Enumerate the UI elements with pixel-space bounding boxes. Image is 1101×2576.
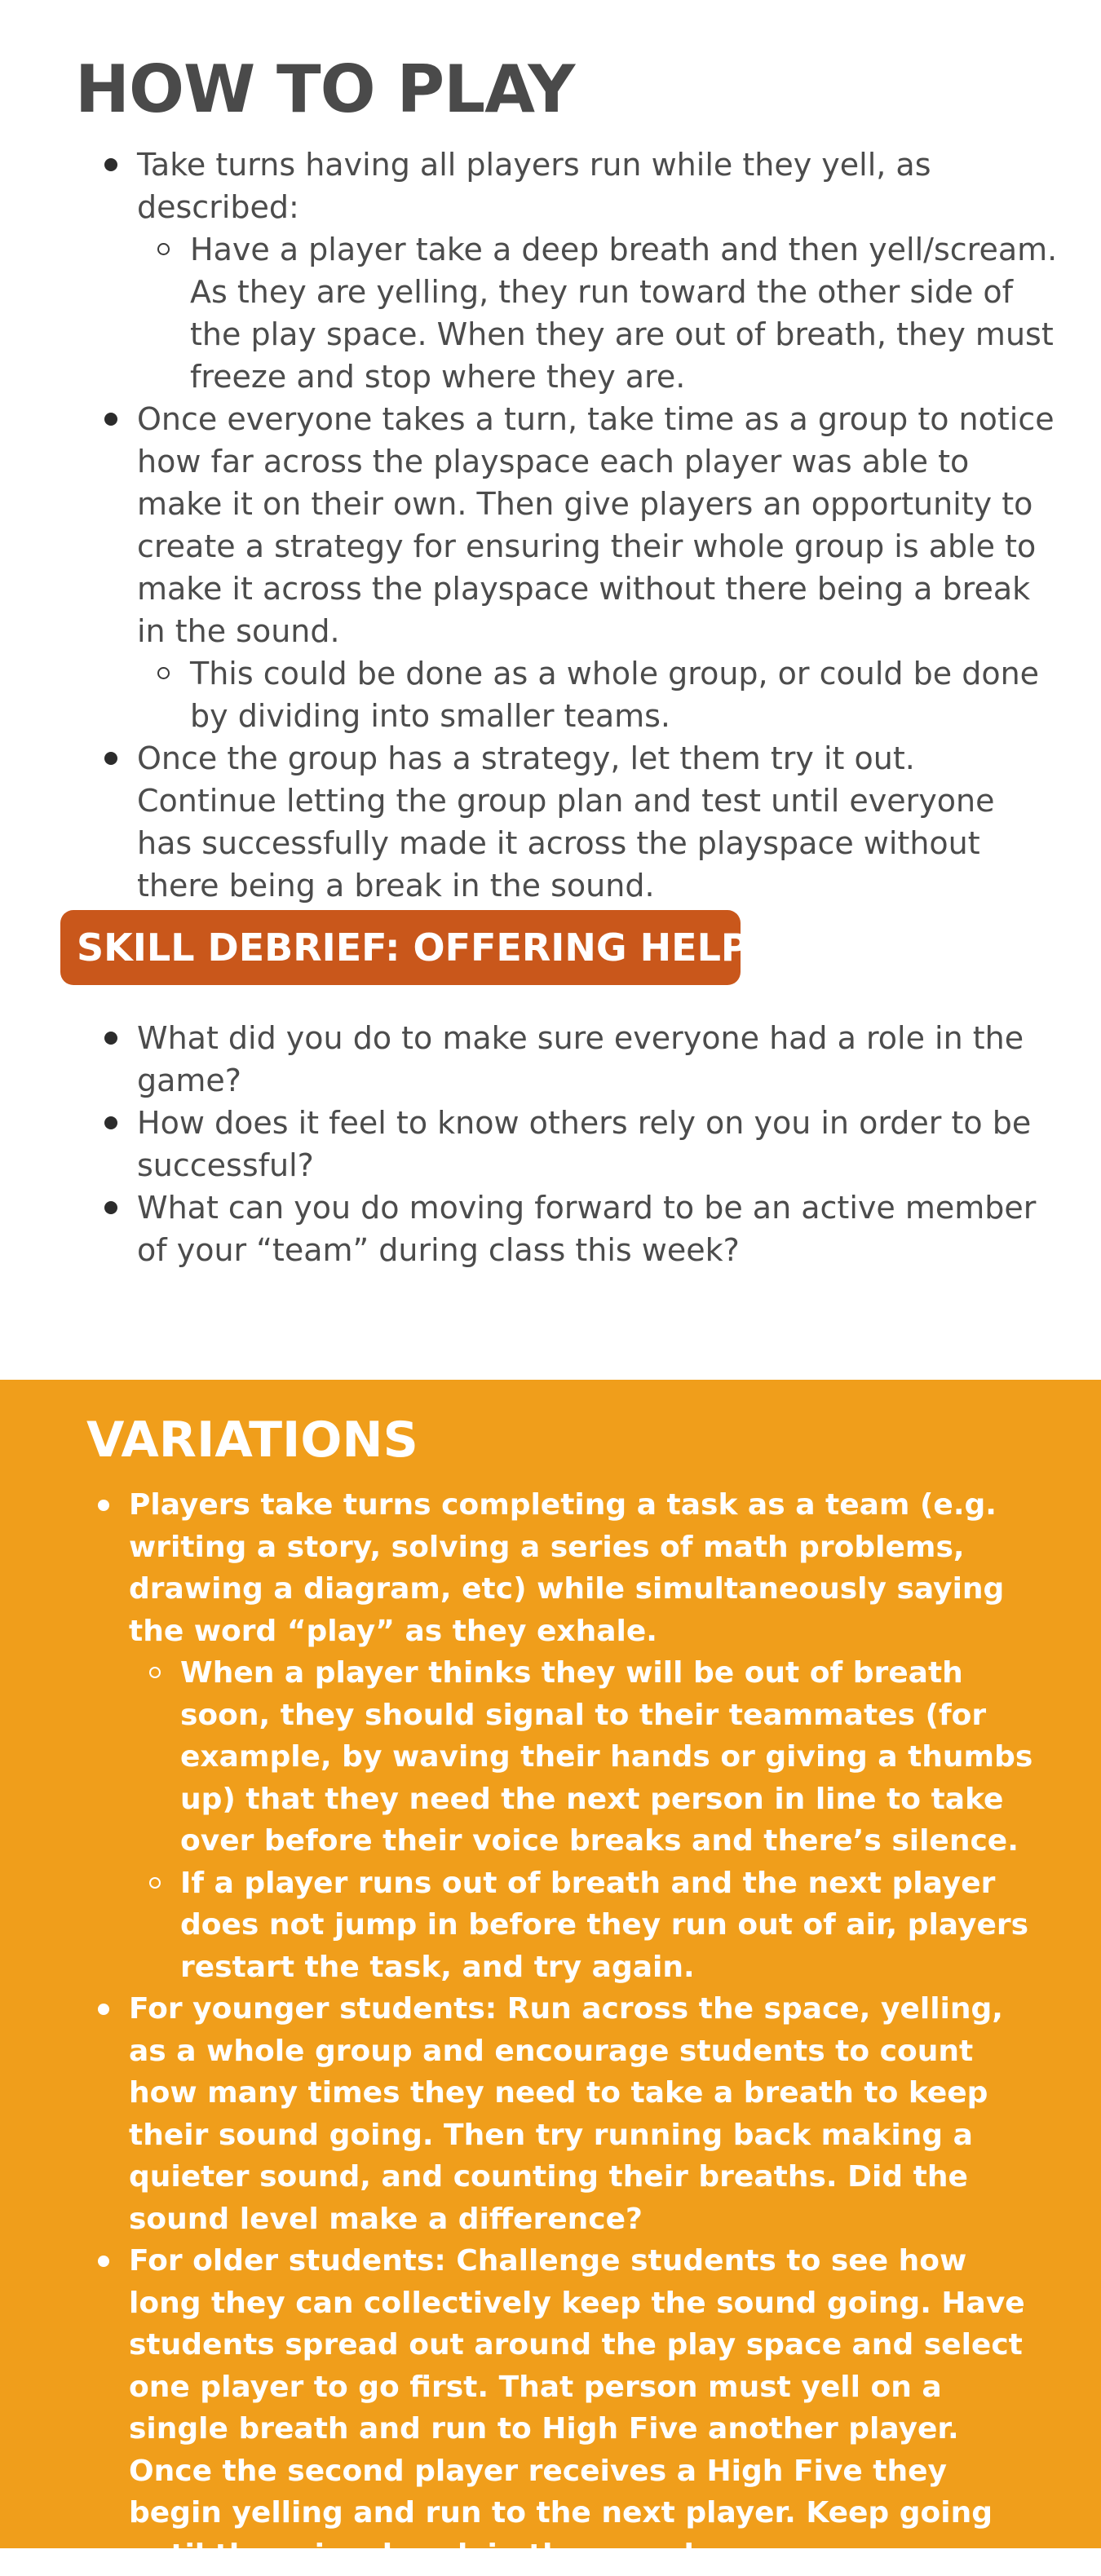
sub-list-item: If a player runs out of breath and the next player does not jump in before they run out of air, players restart the task, and try again. (180, 1862, 1034, 1989)
list-item-text: Players take turns completing a task as a team (e.g. writing a story, solving a series of math problems, drawing a diagram, etc) while simultaneously saying the word “play” as they exhale. (129, 1488, 1005, 1648)
sub-list (180, 1652, 1034, 1988)
list-item-text: Once everyone takes a turn, take time as a group to notice how far across the playspace each player was able to make it on their own. Then give players an opportunity to create a strategy for ensuring their whole group is able to make it across the playspace without there being a break in the sound. (137, 401, 1055, 649)
list-item: What did you do to make sure everyone had a role in the game? (137, 1017, 1059, 1102)
list-item (129, 1484, 1034, 1988)
list-item-text: For younger students: Run across the space, yelling, as a whole group and encourage students to count how many times they need to take a breath to keep their sound going. Then try running back making a quieter sound, and counting their breaths. Did the sound level make a difference? (129, 1992, 1003, 2236)
list-item (137, 398, 1059, 737)
variations-list (129, 1484, 1034, 2576)
list-item-text: Once the group has a strategy, let them try it out. Continue letting the group plan and test until everyone has successfully made it across the playspace without there being a break in the sound. (137, 740, 995, 904)
skill-debrief-list (137, 1017, 1059, 1271)
sub-list (190, 228, 1059, 398)
list-item: What can you do moving forward to be an active member of your “team” during class this week? (137, 1186, 1059, 1271)
sub-list-item: When a player thinks they will be out of breath soon, they should signal to their teammates (for example, by waving their hands or giving a thumbs up) that they need the next person in line to take over before their voice breaks and there’s silence. (180, 1652, 1034, 1862)
list-item: How does it feel to know others rely on you in order to be successful? (137, 1102, 1059, 1186)
list-item (137, 144, 1059, 398)
variations-section (0, 1380, 1101, 2572)
list-item (129, 2240, 1034, 2576)
sub-list-item: Have a player take a deep breath and then yell/scream. As they are yelling, they run toward the other side of the play space. When they are out of breath, they must freeze and stop where they are. (190, 228, 1059, 398)
how-to-play-heading: HOW TO PLAY (75, 51, 575, 127)
sub-list (190, 652, 1059, 737)
skill-debrief-banner (60, 910, 749, 985)
list-item-text: For older students: Challenge students to see how long they can collectively keep the sound going. Have students spread out around the play space and select one player to go first. That person must yell on a single breath and run to High Five another player. Once the second player receives a High Five they begin yelling and run to the next player. Keep going until there is a break in the sound. (129, 2244, 1025, 2572)
list-item (129, 1988, 1034, 2240)
sub-list-item: This could be done as a whole group, or could be done by dividing into smaller teams. (190, 652, 1059, 737)
how-to-play-list (137, 144, 1059, 907)
list-item (137, 737, 1059, 907)
variations-heading: VARIATIONS (86, 1412, 418, 1469)
skill-debrief-heading: SKILL DEBRIEF: OFFERING HELP (77, 926, 749, 970)
list-item-text: Take turns having all players run while they yell, as described: (137, 147, 931, 225)
